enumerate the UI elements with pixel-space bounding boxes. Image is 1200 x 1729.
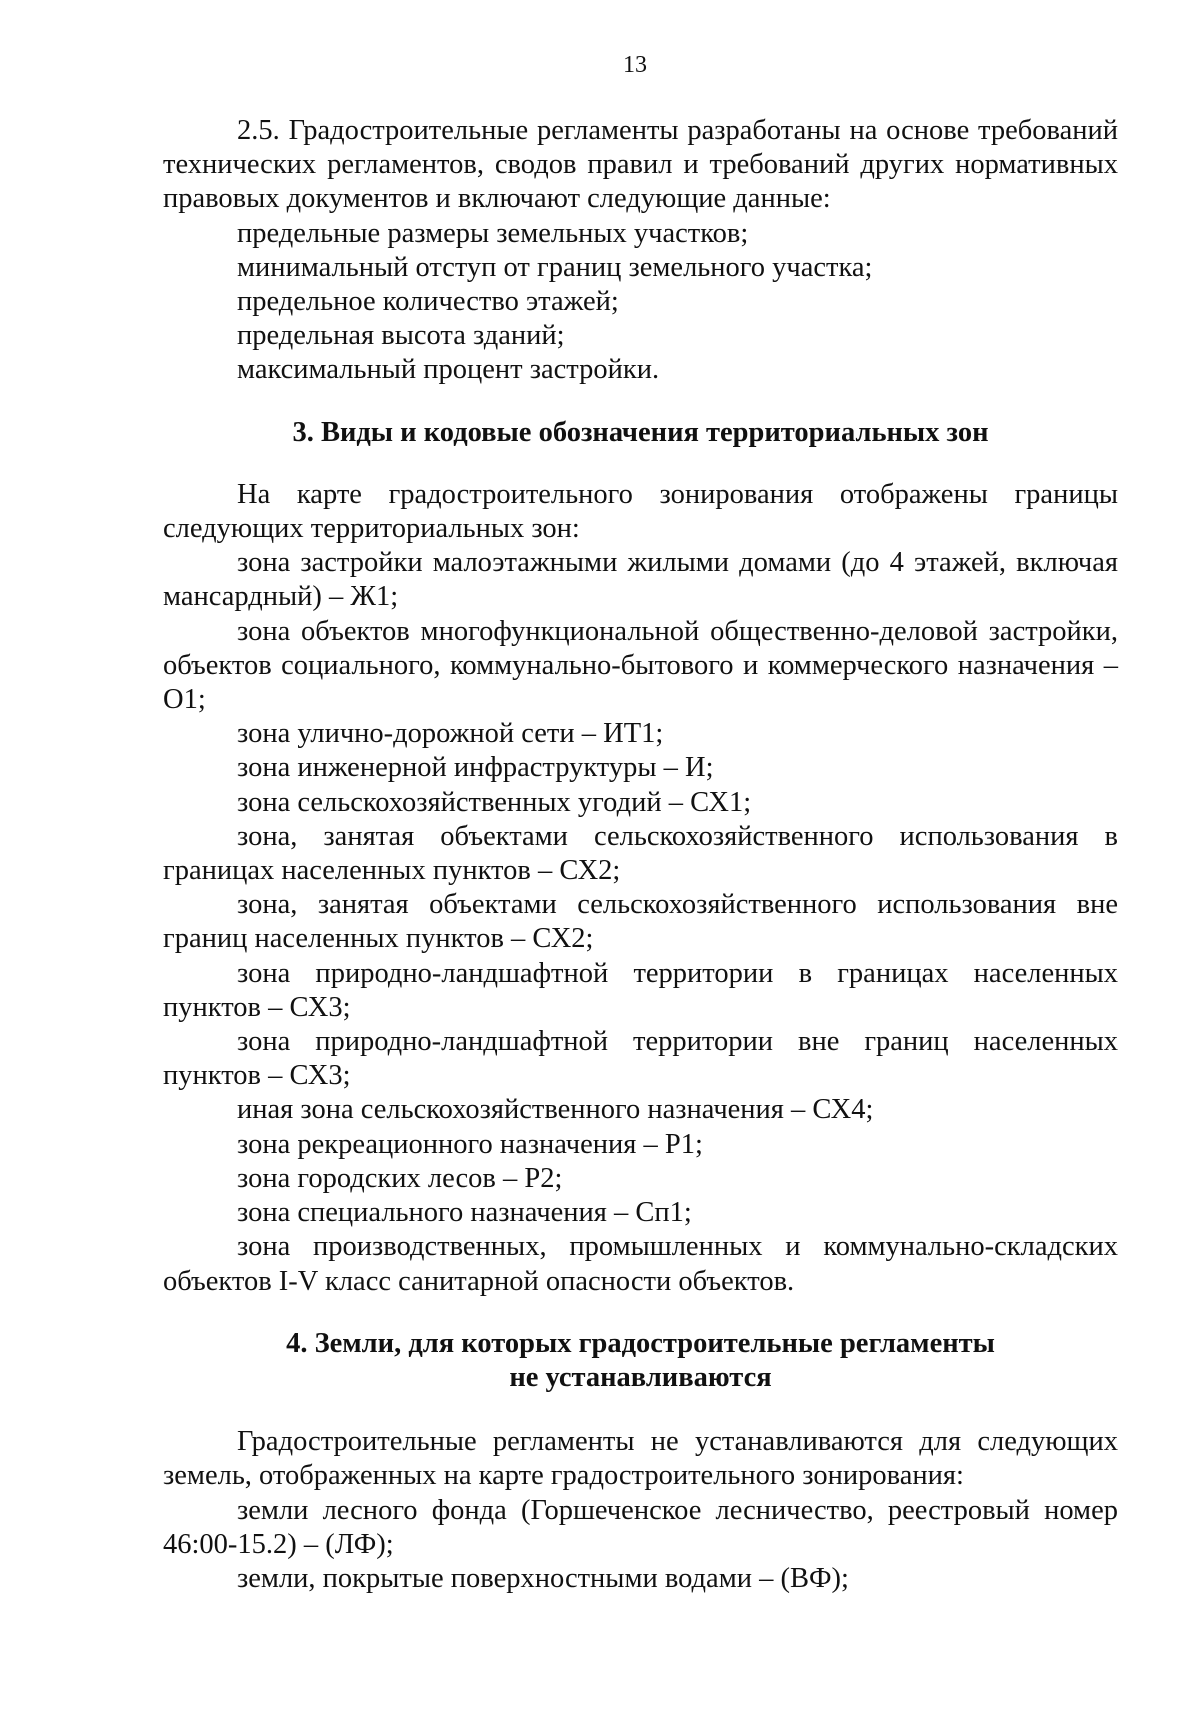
list-item: зона городских лесов – Р2; bbox=[237, 1162, 563, 1194]
list-item: минимальный отступ от границ земельного участка; bbox=[237, 251, 873, 283]
section-2-5-intro: 2.5. Градостроительные регламенты разработаны на основе требований технических регламентов, сводов правил и требований других нормативных правовых документов и включают следующие данные: bbox=[163, 115, 1118, 215]
list-item: зона производственных, промышленных и коммунально-складских объектов I-V класс санитарной опасности объектов. bbox=[163, 1231, 1118, 1297]
page-number: 13 bbox=[623, 52, 647, 78]
list-item: зона природно-ландшафтной территории вне границ населенных пунктов – СХ3; bbox=[163, 1026, 1118, 1092]
document-body bbox=[163, 114, 1118, 1596]
list-item: зона застройки малоэтажными жилыми домами (до 4 этажей, включая мансардный) – Ж1; bbox=[163, 547, 1118, 613]
list-item: зона улично-дорожной сети – ИТ1; bbox=[237, 718, 664, 750]
list-item: максимальный процент застройки. bbox=[237, 354, 660, 386]
section-3-list bbox=[163, 546, 1118, 1298]
list-item: зона рекреационного назначения – Р1; bbox=[237, 1128, 703, 1160]
section-4-heading bbox=[163, 1327, 1118, 1395]
section-3-intro: На карте градостроительного зонирования отображены границы следующих территориальных зон: bbox=[163, 478, 1118, 545]
list-item: иная зона сельскохозяйственного назначения – СХ4; bbox=[237, 1094, 874, 1126]
list-item: зона сельскохозяйственных угодий – СХ1; bbox=[237, 786, 752, 818]
list-item: земли лесного фонда (Горшеченское лесничество, реестровый номер 46:00-15.2) – (ЛФ); bbox=[163, 1494, 1118, 1560]
section-4-intro: Градостроительные регламенты не устанавливаются для следующих земель, отображенных на карте градостроительного зонирования: bbox=[163, 1426, 1118, 1492]
list-item: предельные размеры земельных участков; bbox=[237, 217, 749, 249]
section-2-5-list bbox=[163, 217, 1118, 388]
list-item: зона, занятая объектами сельскохозяйственного использования в границах населенных пунктов – СХ2; bbox=[163, 820, 1118, 887]
section-4-list bbox=[163, 1494, 1118, 1597]
list-item: предельная высота зданий; bbox=[237, 320, 565, 352]
list-item: зона специального назначения – Сп1; bbox=[237, 1197, 692, 1229]
list-item: земли, покрытые поверхностными водами – (ВФ); bbox=[237, 1562, 849, 1594]
list-item: зона объектов многофункциональной общественно-деловой застройки, объектов социального, коммунально-бытового и коммерческого назначения – О1; bbox=[163, 615, 1118, 716]
list-item: предельное количество этажей; bbox=[237, 286, 619, 318]
list-item: зона инженерной инфраструктуры – И; bbox=[237, 752, 714, 784]
section-4-heading-line-2: не устанавливаются bbox=[509, 1361, 772, 1393]
list-item: зона природно-ландшафтной территории в границах населенных пунктов – СХ3; bbox=[163, 957, 1118, 1023]
section-3-heading: 3. Виды и кодовые обозначения территориальных зон bbox=[292, 416, 989, 448]
section-4-heading-line-1: 4. Земли, для которых градостроительные регламенты bbox=[286, 1327, 995, 1359]
list-item: зона, занятая объектами сельскохозяйственного использования вне границ населенных пунктов – СХ2; bbox=[163, 889, 1118, 955]
